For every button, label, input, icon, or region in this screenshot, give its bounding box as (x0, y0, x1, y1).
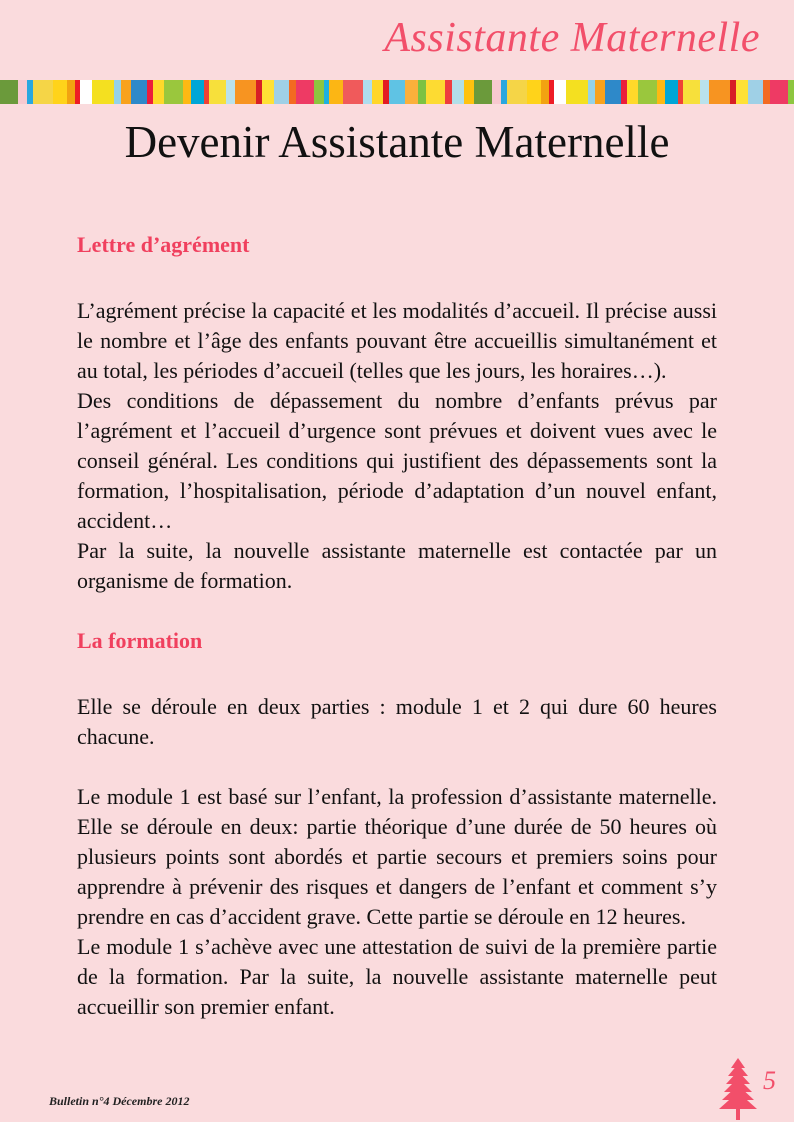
header-title: Assistante Maternelle (384, 15, 760, 61)
paragraph: Le module 1 est basé sur l’enfant, la profession d’assistante maternelle. Elle se déroule en deux: partie théorique d’une durée de 50 heures où plusieurs points sont abordés et partie secours et premiers soins pour apprendre à prévenir des risques et dangers de l’enfant et comment s’y prendre en cas d’accident grave. Cette partie se déroule en 12 heures. (77, 784, 717, 929)
stripe-segment (262, 80, 274, 104)
page-title: Devenir Assistante Maternelle (124, 117, 670, 167)
stripe-segment (595, 80, 605, 104)
paragraph: L’agrément précise la capacité et les modalités d’accueil. Il précise aussi le nombre et l’âge des enfants pouvant être accueillis simultanément et au total, les périodes d’accueil (telles que les jours, les horaires…). (77, 298, 717, 383)
stripe-segment (638, 80, 657, 104)
stripe-segment (235, 80, 256, 104)
stripe-segment (665, 80, 678, 104)
stripe-segment (314, 80, 324, 104)
stripe-segment (605, 80, 621, 104)
footer-bulletin-note: Bulletin n°4 Décembre 2012 (49, 1094, 190, 1108)
stripe-segment (554, 80, 566, 104)
stripe-segment (209, 80, 226, 104)
stripe-segment (53, 80, 67, 104)
color-stripe-divider (0, 80, 794, 104)
article-body (77, 230, 717, 1022)
stripe-segment (588, 80, 595, 104)
stripe-segment (153, 80, 164, 104)
stripe-segment (405, 80, 418, 104)
stripe-segment (452, 80, 464, 104)
stripe-segment (289, 80, 296, 104)
stripe-segment (736, 80, 748, 104)
stripe-segment (763, 80, 770, 104)
stripe-segment (507, 80, 527, 104)
stripe-segment (418, 80, 426, 104)
stripe-segment (788, 80, 794, 104)
stripe-segment (527, 80, 541, 104)
stripe-segment (748, 80, 763, 104)
paragraph: Elle se déroule en deux parties : module 1 et 2 qui dure 60 heures chacune. (77, 694, 717, 749)
stripe-segment (700, 80, 709, 104)
stripe-segment (92, 80, 114, 104)
stripe-segment (343, 80, 363, 104)
stripe-segment (389, 80, 405, 104)
stripe-segment (33, 80, 53, 104)
stripe-segment (114, 80, 121, 104)
stripe-segment (657, 80, 665, 104)
stripe-segment (464, 80, 474, 104)
stripe-segment (131, 80, 147, 104)
stripe-segment (372, 80, 383, 104)
stripe-segment (474, 80, 492, 104)
paragraph: Le module 1 s’achève avec une attestation de suivi de la première partie de la formation. Par la suite, la nouvelle assistante maternelle peut accueillir son premier enfant. (77, 934, 717, 1019)
stripe-segment (121, 80, 131, 104)
stripe-segment (191, 80, 204, 104)
paragraph: Des conditions de dépassement du nombre d’enfants prévus par l’agrément et l’accueil d’urgence sont prévues et doivent vues avec le conseil général. Les conditions qui justifient des dépassements sont la formation, l’hospitalisation, période d’adaptation d’un nouvel enfant, accident… (77, 388, 717, 533)
stripe-segment (363, 80, 372, 104)
stripe-segment (274, 80, 289, 104)
stripe-segment (445, 80, 452, 104)
stripe-segment (492, 80, 501, 104)
stripe-segment (226, 80, 235, 104)
paragraph: Par la suite, la nouvelle assistante maternelle est contactée par un organisme de formation. (77, 538, 717, 593)
stripe-segment (541, 80, 549, 104)
section-heading-lettre: Lettre d’agrément (77, 232, 250, 257)
stripe-segment (164, 80, 183, 104)
stripe-segment (709, 80, 730, 104)
stripe-segment (683, 80, 700, 104)
stripe-segment (80, 80, 92, 104)
stripe-segment (329, 80, 343, 104)
stripe-segment (566, 80, 588, 104)
page-number: 5 (763, 1066, 776, 1095)
stripe-segment (67, 80, 75, 104)
stripe-segment (627, 80, 638, 104)
stripe-segment (426, 80, 445, 104)
tree-icon (718, 1058, 758, 1120)
stripe-segment (296, 80, 314, 104)
stripe-segment (18, 80, 27, 104)
stripe-segment (183, 80, 191, 104)
section-heading-formation: La formation (77, 628, 203, 653)
stripe-segment (770, 80, 788, 104)
stripe-segment (0, 80, 18, 104)
